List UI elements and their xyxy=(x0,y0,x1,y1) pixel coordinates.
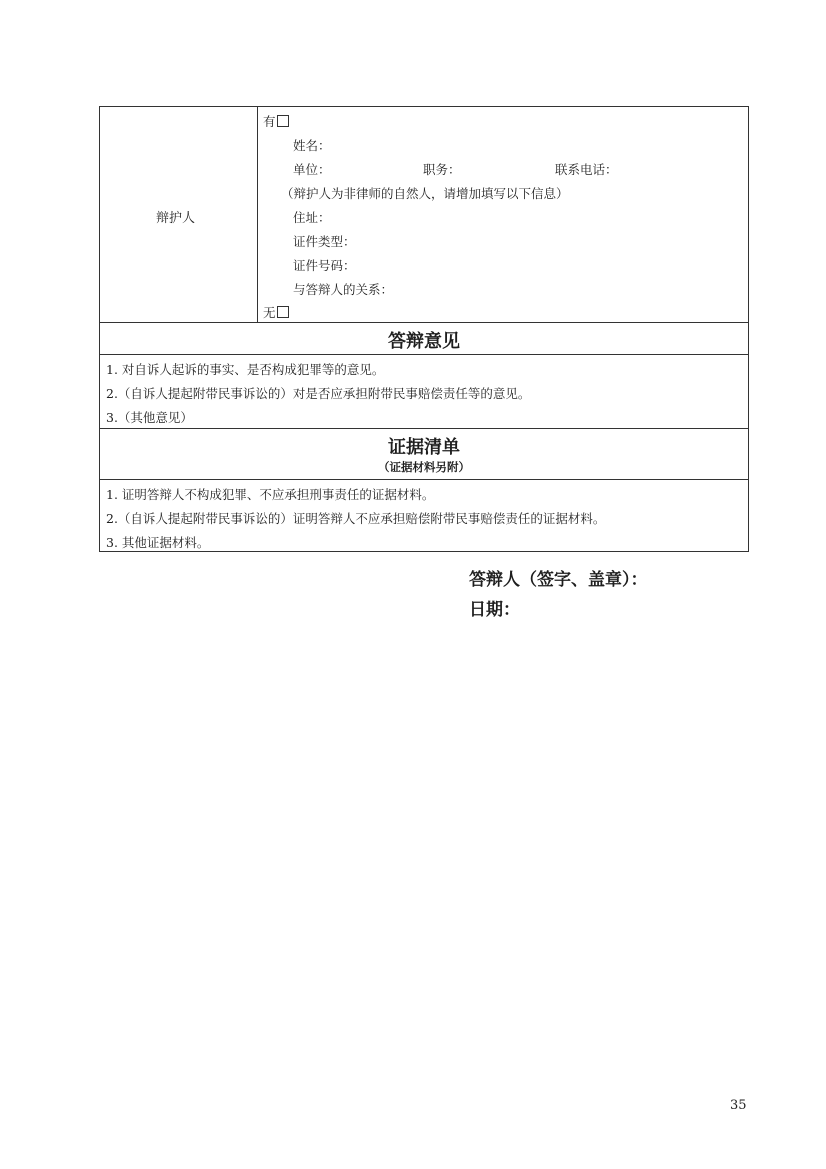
evidence-item-3: 3. 其他证据材料。 xyxy=(106,535,210,550)
evidence-list-title: 证据清单 xyxy=(388,437,460,458)
defender-position-label: 职务： xyxy=(423,162,461,177)
defender-phone-label: 联系电话： xyxy=(555,162,618,177)
page-number: 35 xyxy=(730,1098,747,1113)
defense-opinion-title: 答辩意见 xyxy=(388,331,460,352)
defense-opinion-item-2: 2.（自诉人提起附带民事诉讼的）对是否应承担附带民事赔偿责任等的意见。 xyxy=(106,386,531,401)
respondent-signature-label: 答辩人（签字、盖章）： xyxy=(469,570,648,590)
defender-unit-label: 单位： xyxy=(293,162,331,177)
defender-note: （辩护人为非律师的自然人，请增加填写以下信息） xyxy=(281,186,569,201)
defender-no-label: 无 xyxy=(263,305,276,320)
divider xyxy=(100,354,748,355)
evidence-item-2: 2.（自诉人提起附带民事诉讼的）证明答辩人不应承担赔偿附带民事赔偿责任的证据材料。 xyxy=(106,511,606,526)
defense-opinion-item-3: 3.（其他意见） xyxy=(106,410,193,425)
evidence-list-subtitle: （证据材料另附） xyxy=(378,460,470,474)
defender-yes-label: 有 xyxy=(263,114,276,129)
defender-no-checkbox[interactable] xyxy=(277,306,289,318)
defender-row-label: 辩护人 xyxy=(156,211,196,226)
defense-statement-form xyxy=(99,106,749,552)
defender-no-option[interactable] xyxy=(263,303,289,321)
label-column-divider xyxy=(257,107,258,322)
defender-name-label: 姓名： xyxy=(293,138,331,153)
divider xyxy=(100,322,748,323)
defender-id-number-label: 证件号码： xyxy=(293,258,356,273)
defender-address-label: 住址： xyxy=(293,210,331,225)
defender-yes-option[interactable] xyxy=(263,112,289,130)
evidence-item-1: 1. 证明答辩人不构成犯罪、不应承担刑事责任的证据材料。 xyxy=(106,487,435,502)
defense-opinion-item-1: 1. 对自诉人起诉的事实、是否构成犯罪等的意见。 xyxy=(106,362,385,377)
defender-yes-checkbox[interactable] xyxy=(277,115,289,127)
divider xyxy=(100,479,748,480)
defender-id-type-label: 证件类型： xyxy=(293,234,356,249)
date-label: 日期： xyxy=(469,600,520,620)
defender-relation-label: 与答辩人的关系： xyxy=(293,282,394,297)
divider xyxy=(100,428,748,429)
